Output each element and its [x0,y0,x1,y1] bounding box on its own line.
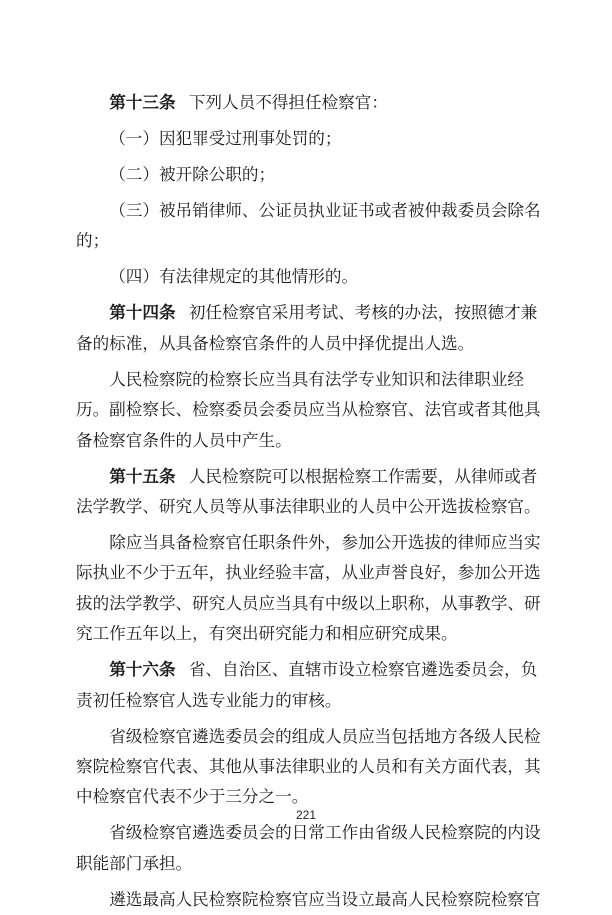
paragraph [76,722,546,813]
paragraph-article-16 [76,655,546,716]
paragraph-text: 初任检察官采用考试、考核的办法，按照德才兼备的标准，从具备检察官条件的人员中择优提出人选。 [76,303,538,353]
paragraph-text: （四）有法律规定的其他情形的。 [109,267,359,287]
paragraph-article-15 [76,462,546,523]
paragraph-text: 人民检察院的检察长应当具有法学专业知识和法律职业经历。副检察长、检察委员会委员应当从检察官、法官或者其他具备检察官条件的人员中产生。 [76,369,541,450]
paragraph [76,885,546,915]
article-heading: 第十五条 [109,466,176,486]
paragraph-text: （一）因犯罪受过刑事处罚的； [109,129,342,148]
paragraph-text: 省、自治区、直辖市设立检察官遴选委员会，负责初任检察官人选专业能力的审核。 [76,660,538,710]
paragraph-text: 下列人员不得担任检察官： [188,93,388,112]
paragraph-text: （二）被开除公职的； [109,165,276,184]
paragraph [76,528,546,650]
list-item [76,124,546,154]
list-item [76,262,546,292]
list-item [76,196,546,257]
paragraph [76,818,546,879]
document-body [76,88,546,915]
paragraph-text: 除应当具备检察官任职条件外，参加公开选拔的律师应当实际执业不少于五年，执业经验丰富，从业声誉良好，参加公开选拔的法学教学、研究人员应当具有中级以上职称，从事教学、研究工作五年以上，有突出研究能力和相应研究成果。 [76,533,541,644]
paragraph [76,365,546,456]
paragraph-text: 省级检察官遴选委员会的日常工作由省级人民检察院的内设职能部门承担。 [76,823,541,873]
list-item [76,160,546,190]
paragraph-text: 省级检察官遴选委员会的组成人员应当包括地方各级人民检察院检察官代表、其他从事法律职业的人员和有关方面代表，其中检察官代表不少于三分之一。 [76,726,541,807]
paragraph-text: 人民检察院可以根据检察工作需要，从律师或者法学教学、研究人员等从事法律职业的人员中公开选拔检察官。 [76,466,541,517]
article-heading: 第十六条 [109,660,176,680]
article-heading: 第十四条 [109,303,176,323]
paragraph-article-13 [76,88,546,118]
page-number: 221 [295,808,317,822]
paragraph-text: （三）被吊销律师、公证员执业证书或者被仲裁委员会除名的； [76,201,541,251]
paragraph-article-14 [76,298,546,359]
article-heading: 第十三条 [109,93,176,112]
paragraph-text: 遴选最高人民检察院检察官应当设立最高人民检察院检察官 [109,889,541,909]
